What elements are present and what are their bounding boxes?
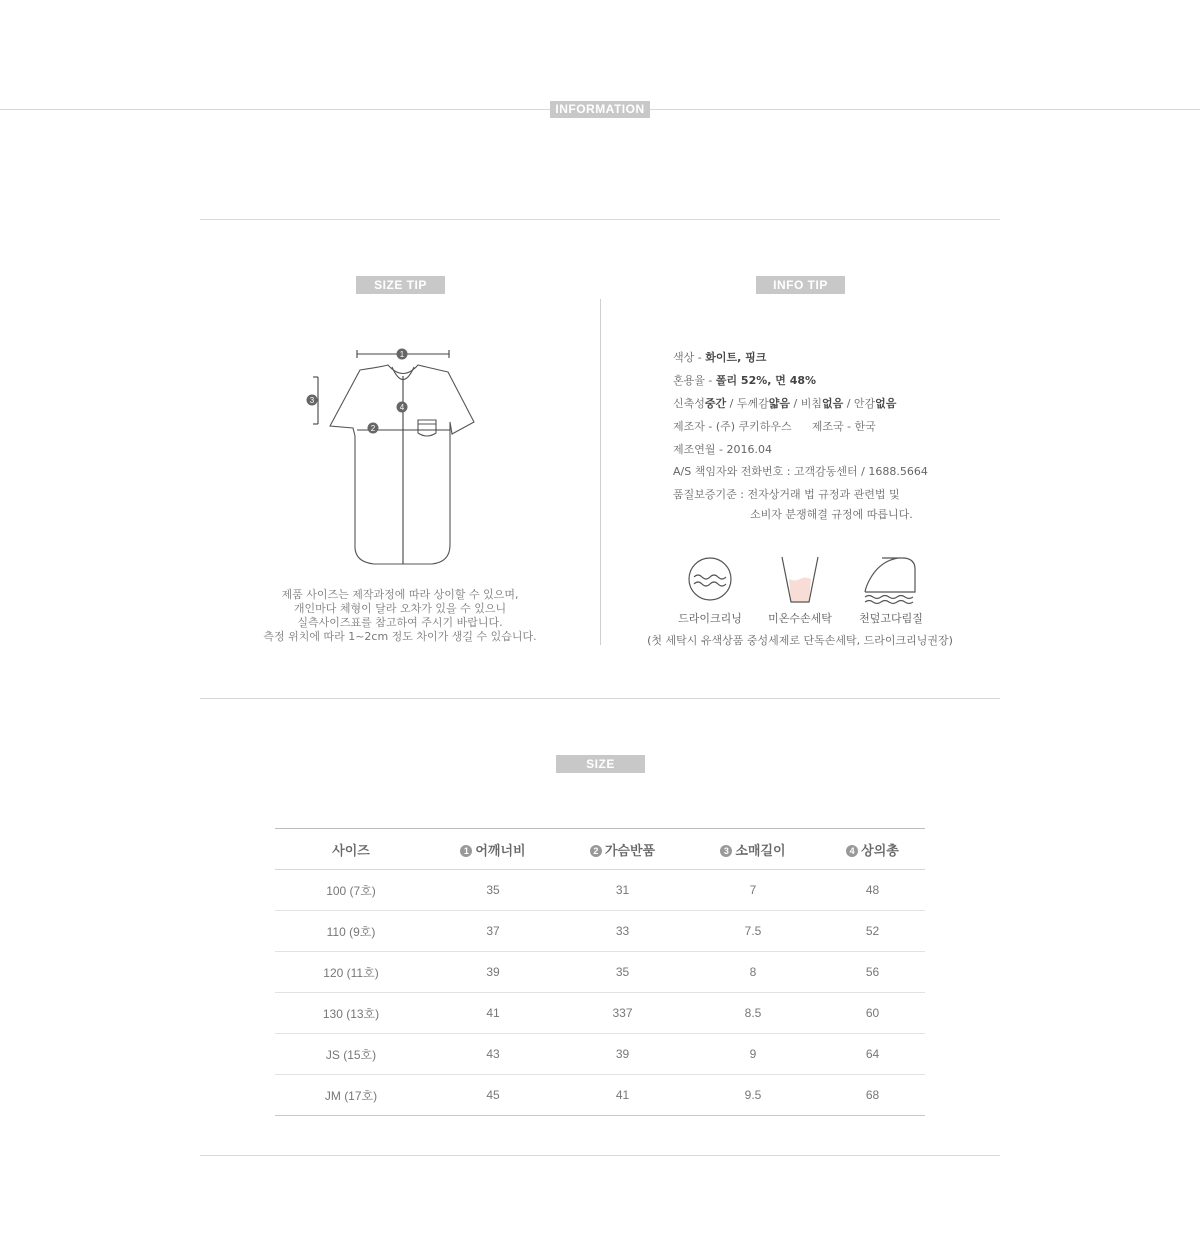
sleeve-cell: 7.5: [686, 911, 820, 952]
length-cell: 60: [820, 993, 925, 1034]
sleeve-cell: 9: [686, 1034, 820, 1075]
size-tag: SIZE: [556, 755, 645, 773]
chest-cell: 35: [559, 952, 686, 993]
size-cell: 110 (9호): [275, 911, 427, 952]
tshirt-diagram: [300, 340, 480, 572]
header-chest: 2 가슴반품: [559, 829, 686, 870]
size-table-header: [275, 829, 925, 870]
shoulder-cell: 37: [427, 911, 559, 952]
size-note-line: 측정 위치에 따라 1~2cm 정도 차이가 생길 수 있습니다.: [263, 630, 537, 643]
info-blend: 혼용율 - 폴리 52%, 면 48%: [673, 374, 817, 387]
table-row: [275, 952, 925, 993]
table-row: [275, 911, 925, 952]
size-cell: 120 (11호): [275, 952, 427, 993]
svg-text:4: 4: [399, 403, 405, 412]
sleeve-cell: 7: [686, 870, 820, 911]
svg-text:3: 3: [309, 396, 315, 405]
bottom-divider: [200, 1155, 1000, 1156]
size-table: [275, 828, 925, 1116]
table-row: [275, 1075, 925, 1116]
info-date: 제조연월 - 2016.04: [673, 443, 772, 456]
chest-cell: 39: [559, 1034, 686, 1075]
length-cell: 48: [820, 870, 925, 911]
chest-cell: 41: [559, 1075, 686, 1116]
care-label-handwash: 미온수손세탁: [768, 612, 832, 625]
shoulder-cell: 43: [427, 1034, 559, 1075]
iron-with-cloth-icon: [862, 555, 918, 607]
shirt-outline: [330, 365, 474, 564]
size-cell: JS (15호): [275, 1034, 427, 1075]
center-divider: [600, 299, 601, 645]
size-note-line: 개인마다 체형이 달라 오차가 있을 수 있으니: [293, 602, 507, 615]
dry-clean-icon: [685, 555, 735, 605]
info-fabric: 신축성중간 / 두께감얇음 / 비침없음 / 안감없음: [673, 397, 897, 410]
length-cell: 64: [820, 1034, 925, 1075]
number-badge: 4: [846, 845, 858, 857]
info-quality-2: 소비자 분쟁해결 규정에 따릅니다.: [750, 508, 913, 521]
size-cell: 130 (13호): [275, 993, 427, 1034]
number-badge: 2: [590, 845, 602, 857]
care-note: (첫 세탁시 유색상품 중성세제로 단독손세탁, 드라이크리닝권장): [647, 634, 953, 647]
chest-cell: 31: [559, 870, 686, 911]
info-tip-tag: INFO TIP: [756, 276, 845, 294]
section-divider-1: [200, 219, 1000, 220]
length-cell: 68: [820, 1075, 925, 1116]
shoulder-cell: 45: [427, 1075, 559, 1116]
shoulder-cell: 39: [427, 952, 559, 993]
size-note-line: 제품 사이즈는 제작과정에 따라 상이할 수 있으며,: [281, 588, 519, 601]
lukewarm-handwash-icon: [778, 555, 822, 605]
number-badge: 3: [720, 845, 732, 857]
information-tag: INFORMATION: [550, 101, 650, 118]
chest-cell: 337: [559, 993, 686, 1034]
number-badge: 1: [460, 845, 472, 857]
table-row: [275, 870, 925, 911]
info-maker: 제조자 - (주) 쿠키하우스 제조국 - 한국: [673, 420, 876, 433]
section-divider-2: [200, 698, 1000, 699]
svg-text:2: 2: [370, 424, 376, 433]
size-tip-notes: [200, 588, 600, 644]
table-row: [275, 993, 925, 1034]
info-as: A/S 책임자와 전화번호 : 고객감동센터 / 1688.5664: [673, 465, 928, 478]
size-cell: JM (17호): [275, 1075, 427, 1116]
sleeve-cell: 8.5: [686, 993, 820, 1034]
info-quality-1: 품질보증기준 : 전자상거래 법 규정과 관련법 및: [673, 488, 900, 501]
shoulder-cell: 41: [427, 993, 559, 1034]
shoulder-cell: 35: [427, 870, 559, 911]
size-note-line: 실측사이즈표를 참고하여 주시기 바랍니다.: [297, 616, 503, 629]
length-cell: 52: [820, 911, 925, 952]
size-cell: 100 (7호): [275, 870, 427, 911]
sleeve-cell: 8: [686, 952, 820, 993]
length-cell: 56: [820, 952, 925, 993]
info-color: 색상 - 화이트, 핑크: [673, 351, 767, 364]
care-label-iron: 천덮고다림질: [859, 612, 923, 625]
svg-text:1: 1: [399, 350, 405, 359]
care-label-dry-clean: 드라이크리닝: [678, 612, 742, 625]
header-size: 사이즈: [275, 829, 427, 870]
pocket: [418, 420, 436, 436]
size-tip-tag: SIZE TIP: [356, 276, 445, 294]
header-length: 4 상의총: [820, 829, 925, 870]
chest-cell: 33: [559, 911, 686, 952]
header-sleeve: 3 소매길이: [686, 829, 820, 870]
header-shoulder: 1 어깨너비: [427, 829, 559, 870]
sleeve-cell: 9.5: [686, 1075, 820, 1116]
table-row: [275, 1034, 925, 1075]
